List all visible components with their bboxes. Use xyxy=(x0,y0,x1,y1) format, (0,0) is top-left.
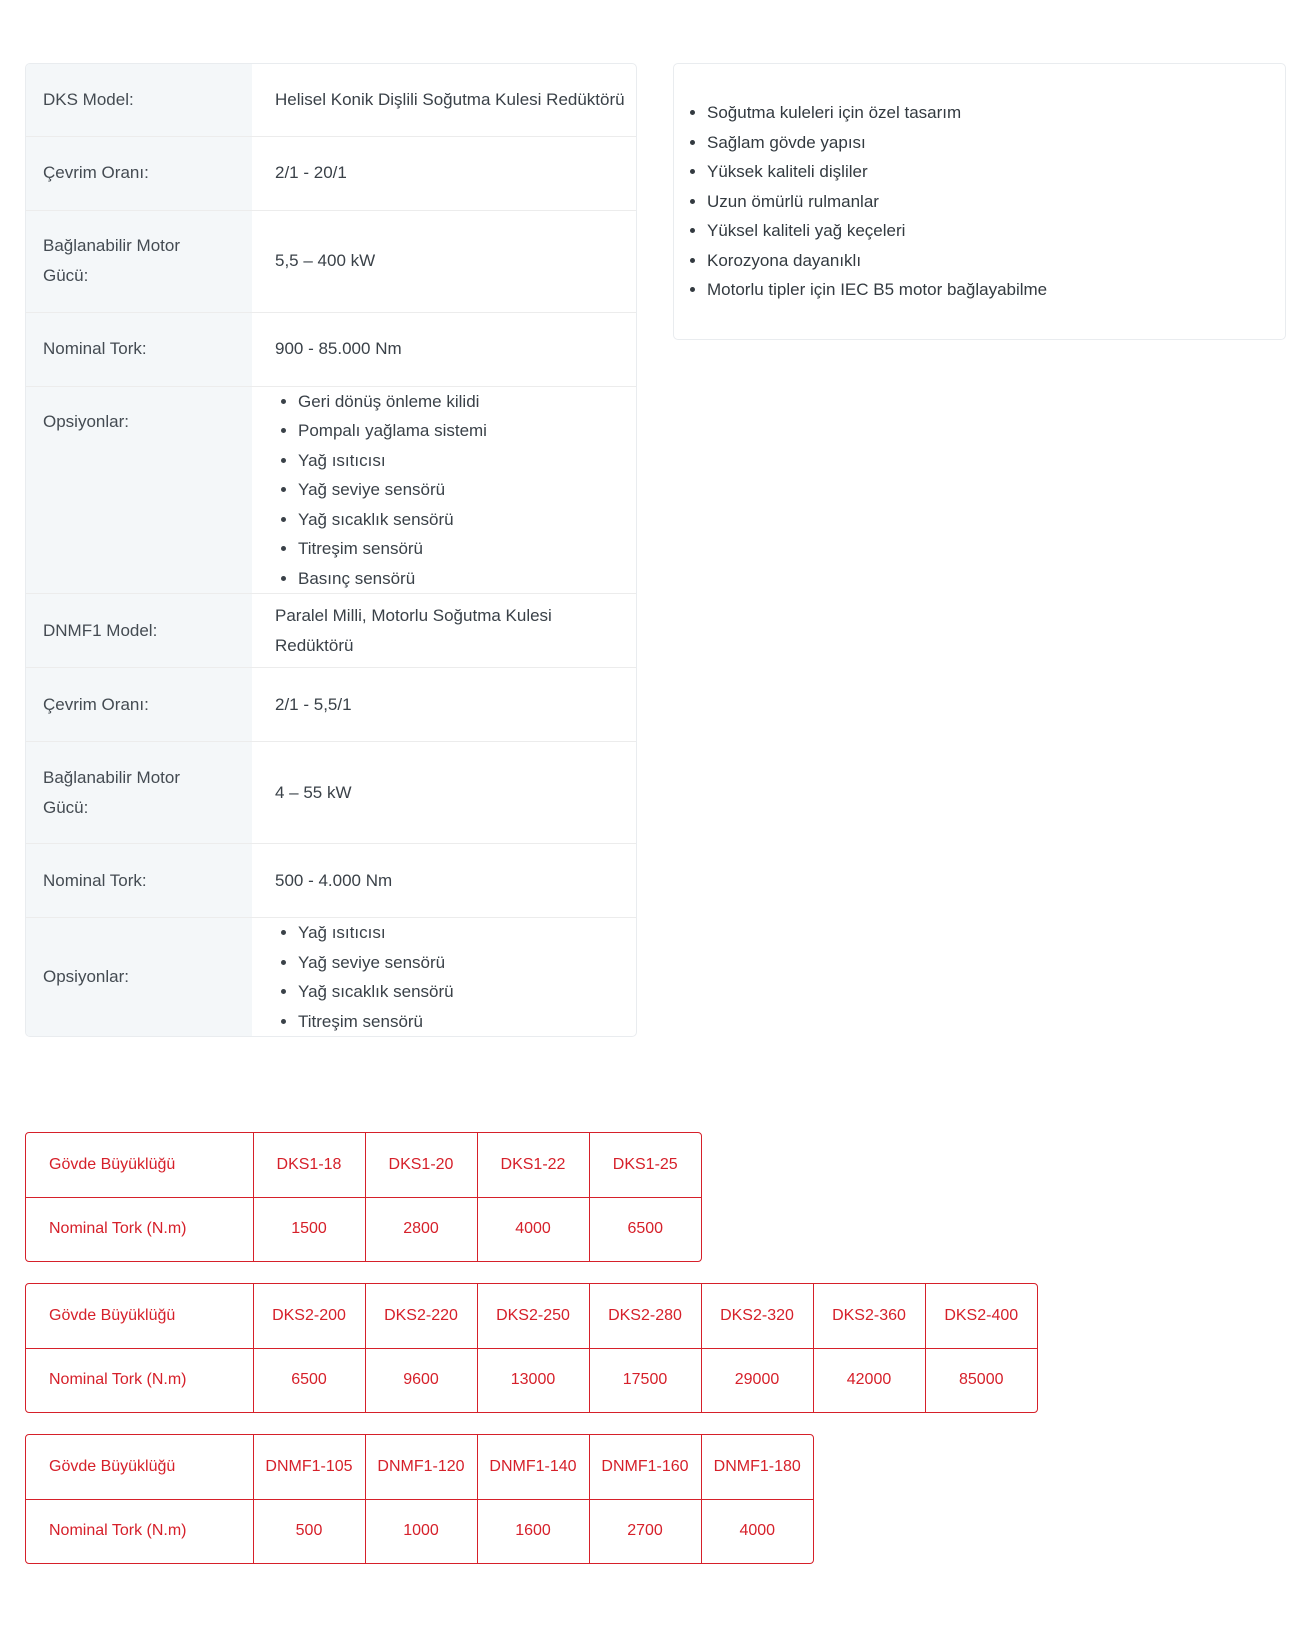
spec-value: 5,5 – 400 kW xyxy=(252,210,636,312)
table-header-cell: Gövde Büyüklüğü xyxy=(26,1284,253,1348)
list-item: • Yağ seviye sensörü xyxy=(298,475,636,505)
spec-value: 2/1 - 5,5/1 xyxy=(252,668,636,742)
list-item: • Yağ sıcaklık sensörü xyxy=(298,505,636,535)
spec-label: Nominal Tork: xyxy=(26,312,252,386)
spec-label: Çevrim Oranı: xyxy=(26,668,252,742)
spec-value: Paralel Milli, Motorlu Soğutma Kulesi Redüktörü xyxy=(252,594,636,668)
list-item: • Geri dönüş önleme kilidi xyxy=(298,387,636,417)
table-cell: 9600 xyxy=(365,1348,477,1412)
table-header-cell: Gövde Büyüklüğü xyxy=(26,1435,253,1499)
table-row xyxy=(26,1197,701,1261)
list-item: • Korozyona dayanıklı xyxy=(707,246,1285,276)
table-header-cell: Nominal Tork (N.m) xyxy=(26,1499,253,1563)
spec-row-motor-power-2 xyxy=(26,742,636,844)
table-row xyxy=(26,1499,813,1563)
table-cell: DKS1-18 xyxy=(253,1133,365,1197)
spec-value: 4 – 55 kW xyxy=(252,742,636,844)
spec-label: Opsiyonlar: xyxy=(26,386,252,594)
table-cell: 13000 xyxy=(477,1348,589,1412)
table-cell: 4000 xyxy=(477,1197,589,1261)
table-cell: DKS1-25 xyxy=(589,1133,701,1197)
spec-row-options-2 xyxy=(26,918,636,1037)
table-cell: DKS1-20 xyxy=(365,1133,477,1197)
size-table-dks1 xyxy=(25,1132,702,1262)
spec-row-dks-model xyxy=(26,64,636,136)
list-item: • Uzun ömürlü rulmanlar xyxy=(707,187,1285,217)
table-cell: DKS2-400 xyxy=(925,1284,1037,1348)
spec-table xyxy=(25,63,637,1037)
table-cell: DKS2-360 xyxy=(813,1284,925,1348)
options-list xyxy=(275,918,636,1036)
spec-label: DNMF1 Model: xyxy=(26,594,252,668)
table-cell: 6500 xyxy=(627,1220,664,1238)
table-header-cell: Gövde Büyüklüğü xyxy=(26,1133,253,1197)
table-cell: DNMF1-160 xyxy=(589,1435,701,1499)
spec-row-options xyxy=(26,386,636,594)
spec-value: 2/1 - 20/1 xyxy=(252,136,636,210)
table-cell: 1500 xyxy=(253,1197,365,1261)
table-cell: 500 xyxy=(253,1499,365,1563)
spec-row-torque-2 xyxy=(26,844,636,918)
table-cell: DKS2-320 xyxy=(701,1284,813,1348)
spec-label: Bağlanabilir Motor Gücü: xyxy=(26,210,252,312)
table-cell: DKS2-250 xyxy=(477,1284,589,1348)
table-cell: DNMF1-105 xyxy=(253,1435,365,1499)
table-header-cell: Nominal Tork (N.m) xyxy=(26,1197,253,1261)
list-item: • Titreşim sensörü xyxy=(298,1007,636,1037)
options-list xyxy=(275,387,636,594)
spec-value: 500 - 4.000 Nm xyxy=(252,844,636,918)
features-list xyxy=(674,98,1285,305)
table-header-cell: Nominal Tork (N.m) xyxy=(26,1348,253,1412)
spec-label: Opsiyonlar: xyxy=(26,918,252,1037)
spec-value xyxy=(252,918,636,1037)
table-cell: 85000 xyxy=(959,1371,1004,1389)
table-cell: DNMF1-120 xyxy=(365,1435,477,1499)
list-item: • Basınç sensörü xyxy=(298,564,636,594)
table-cell: 1600 xyxy=(477,1499,589,1563)
table-cell: DKS2-200 xyxy=(253,1284,365,1348)
table-cell: 2800 xyxy=(365,1197,477,1261)
spec-row-torque xyxy=(26,312,636,386)
size-table-dnmf1 xyxy=(25,1434,814,1564)
list-item: • Yağ seviye sensörü xyxy=(298,948,636,978)
list-item: • Pompalı yağlama sistemi xyxy=(298,416,636,446)
table-cell: DKS2-280 xyxy=(589,1284,701,1348)
table-cell: 1000 xyxy=(365,1499,477,1563)
list-item: • Motorlu tipler için IEC B5 motor bağlayabilme xyxy=(707,275,1285,305)
table-cell: DKS1-22 xyxy=(477,1133,589,1197)
table-cell: DNMF1-180 xyxy=(701,1435,813,1499)
spec-value xyxy=(252,386,636,594)
table-cell: 2700 xyxy=(589,1499,701,1563)
list-item: • Yüksel kaliteli yağ keçeleri xyxy=(707,216,1285,246)
table-row xyxy=(26,1348,1037,1412)
table-cell: DNMF1-140 xyxy=(477,1435,589,1499)
spec-row-motor-power xyxy=(26,210,636,312)
spec-row-ratio-2 xyxy=(26,668,636,742)
table-cell: 17500 xyxy=(589,1348,701,1412)
size-table-dks2 xyxy=(25,1283,1038,1413)
list-item: • Yağ ısıtıcısı xyxy=(298,918,636,948)
table-row xyxy=(26,1133,701,1197)
spec-label: Nominal Tork: xyxy=(26,844,252,918)
spec-value: Helisel Konik Dişlili Soğutma Kulesi Redüktörü xyxy=(252,64,636,136)
list-item: • Yüksek kaliteli dişliler xyxy=(707,157,1285,187)
spec-value: 900 - 85.000 Nm xyxy=(252,312,636,386)
table-cell: DKS2-220 xyxy=(365,1284,477,1348)
list-item: • Titreşim sensörü xyxy=(298,534,636,564)
table-cell: 42000 xyxy=(813,1348,925,1412)
spec-row-dnmf1-model xyxy=(26,594,636,668)
table-cell: 4000 xyxy=(739,1522,776,1540)
features-card xyxy=(673,63,1286,340)
table-row xyxy=(26,1435,813,1499)
spec-label: DKS Model: xyxy=(26,64,252,136)
spec-label: Çevrim Oranı: xyxy=(26,136,252,210)
list-item: • Yağ ısıtıcısı xyxy=(298,446,636,476)
list-item: • Yağ sıcaklık sensörü xyxy=(298,977,636,1007)
list-item: • Soğutma kuleleri için özel tasarım xyxy=(707,98,1285,128)
list-item: • Sağlam gövde yapısı xyxy=(707,128,1285,158)
spec-row-ratio xyxy=(26,136,636,210)
spec-label: Bağlanabilir Motor Gücü: xyxy=(26,742,252,844)
table-cell: 6500 xyxy=(253,1348,365,1412)
table-row xyxy=(26,1284,1037,1348)
table-cell: 29000 xyxy=(701,1348,813,1412)
